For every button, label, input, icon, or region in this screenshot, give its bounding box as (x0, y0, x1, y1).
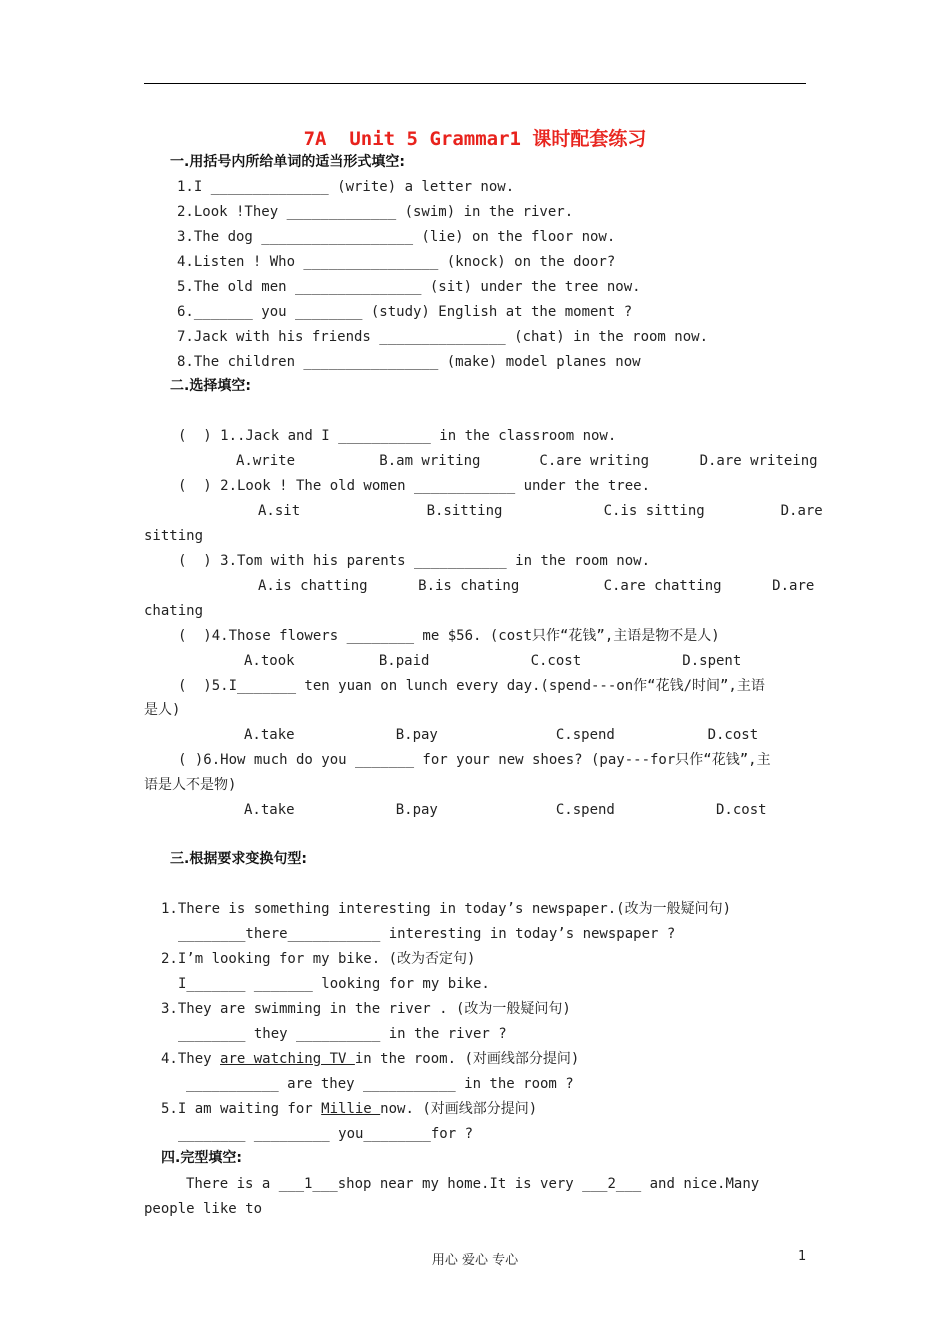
page-footer: 用心 爱心 专心 (431, 1253, 519, 1268)
section-heading: 三.根据要求变换句型: (170, 851, 307, 867)
exercise-line: 2.I’m looking for my bike. (改为否定句) (161, 951, 476, 967)
exercise-line: 3.The dog __________________ (lie) on the floor now. (177, 229, 616, 245)
exercise-line: 6._______ you ________ (study) English at the moment ? (177, 304, 633, 320)
exercise-line: 8.The children ________________ (make) model planes now (177, 354, 641, 370)
exercise-line: ( ) 2.Look ! The old women ____________ under the tree. (178, 478, 651, 494)
option-line-cont: chating (144, 603, 204, 619)
section-heading: 二.选择填空: (170, 378, 251, 394)
page-number: 1 (798, 1249, 807, 1264)
section-heading: 四.完型填空: (161, 1150, 242, 1166)
option-line: A.is chatting B.is chating C.are chatting D.are (258, 578, 815, 594)
exercise-line: 4.Listen ! Who ________________ (knock) on the door? (177, 254, 616, 270)
exercise-line: 5.The old men _______________ (sit) under the tree now. (177, 279, 641, 295)
option-line: A.take B.pay C.spend D.cost (244, 802, 767, 818)
option-line-cont: sitting (144, 528, 204, 544)
exercise-line: ( )6.How much do you _______ for your new shoes? (pay---for只作“花钱”,主 (178, 752, 771, 768)
passage-text: There is a (186, 1176, 279, 1192)
underlined-phrase: are watching TV (220, 1051, 355, 1067)
answer-line: ___________ are they ___________ in the room ? (186, 1076, 574, 1092)
header-rule (144, 83, 806, 84)
exercise-line: ( ) 1..Jack and I ___________ in the classroom now. (178, 428, 617, 444)
blank-1: ___1___ (278, 1176, 338, 1192)
passage-text: shop near my home.It is very (337, 1176, 583, 1192)
option-line: A.sit B.sitting C.is sitting D.are (258, 503, 823, 519)
passage-line (186, 1175, 759, 1193)
exercise-line: 1.There is something interesting in today’s newspaper.(改为一般疑问句) (161, 901, 732, 917)
option-line: A.took B.paid C.cost D.spent (244, 653, 742, 669)
passage-text: and nice.Many (641, 1176, 760, 1192)
exercise-line: 2.Look !They _____________ (swim) in the river. (177, 204, 574, 220)
exercise-line: 7.Jack with his friends _______________ (chat) in the room now. (177, 329, 709, 345)
answer-line: ________ _________ you________for ? (178, 1126, 474, 1142)
exercise-line: ( ) 3.Tom with his parents ___________ in the room now. (178, 553, 651, 569)
option-line: A.write B.am writing C.are writing D.are writeing (236, 453, 818, 469)
exercise-line: 1.I ______________ (write) a letter now. (177, 179, 515, 195)
sentence-part: in the room. (对画线部分提问) (354, 1051, 580, 1067)
section-heading: 一.用括号内所给单词的适当形式填空: (170, 154, 405, 170)
exercise-line: ( )4.Those flowers ________ me $56. (cost只作“花钱”,主语是物不是人) (178, 628, 720, 644)
exercise-line: ( )5.I_______ ten yuan on lunch every day.(spend---on作“花钱/时间”,主语 (178, 678, 765, 694)
exercise-line-cont: 语是人不是物) (144, 777, 237, 793)
sentence-part: 5.I am waiting for (161, 1101, 322, 1117)
answer-line: ________there___________ interesting in today’s newspaper ? (178, 926, 676, 942)
option-line: A.take B.pay C.spend D.cost (244, 727, 759, 743)
exercise-line: 3.They are swimming in the river . (改为一般疑问句) (161, 1001, 571, 1017)
exercise-line (161, 1100, 537, 1118)
passage-line: people like to (144, 1201, 263, 1217)
sentence-part: 4.They (161, 1051, 221, 1067)
exercise-line-cont: 是人) (144, 702, 181, 718)
sentence-part: now. (对画线部分提问) (380, 1101, 538, 1117)
exercise-line (161, 1050, 579, 1068)
underlined-phrase: Millie (321, 1101, 381, 1117)
answer-line: ________ they __________ in the river ? (178, 1026, 507, 1042)
answer-line: I_______ _______ looking for my bike. (178, 976, 490, 992)
blank-2: ___2___ (582, 1176, 642, 1192)
page-title: 7A Unit 5 Grammar1 课时配套练习 (303, 128, 647, 150)
